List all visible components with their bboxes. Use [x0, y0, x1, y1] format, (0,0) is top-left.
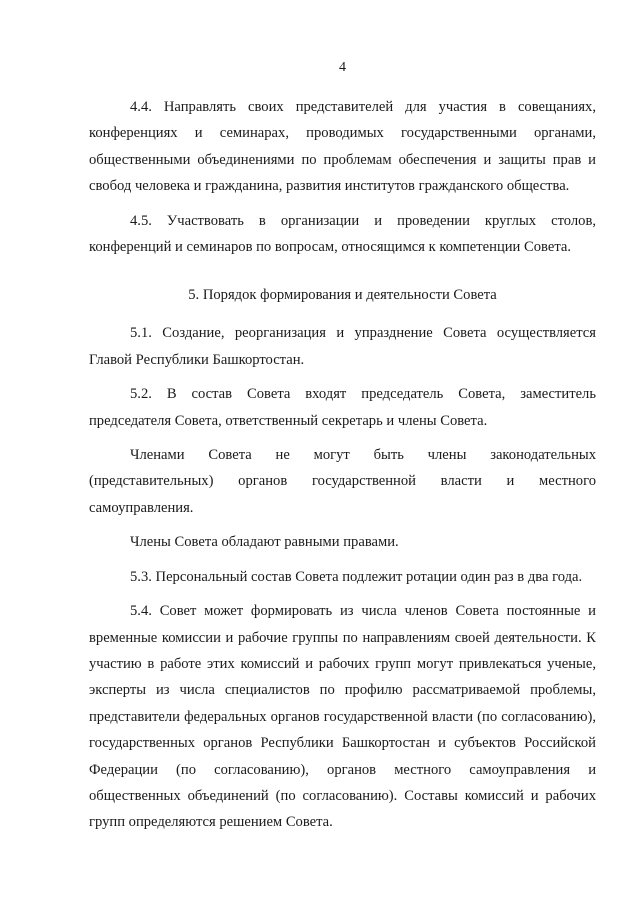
- paragraph-members-restriction: Членами Совета не могут быть члены законодательных (представительных) органов государственной власти и местного самоуправления.: [89, 447, 596, 516]
- paragraph-5-4: 5.4. Совет может формировать из числа членов Совета постоянные и временные комиссии и рабочие группы по направлениям своей деятельности. К участию в работе этих комиссий и рабочих групп могут привлекаться ученые, эксперты из числа специалистов по профилю рассматриваемой проблемы, представители федеральных органов государственной власти (по согласованию), государственных органов Республики Башкортостан и субъектов Российской Федерации (по согласованию), органов местного самоуправления и общественных объединений (по согласованию). Составы комиссий и рабочих групп определяются решением Совета.: [89, 603, 596, 831]
- paragraph-4-4: 4.4. Направлять своих представителей для участия в совещаниях, конференциях и семинарах, проводимых государственными органами, общественными объединениями по проблемам обеспечения и защиты прав и свобод человека и гражданина, развития институтов гражданского общества.: [89, 99, 596, 195]
- paragraph-equal-rights: Члены Совета обладают равными правами.: [130, 534, 399, 551]
- section-heading: 5. Порядок формирования и деятельности Совета: [188, 287, 497, 304]
- page-number: 4: [339, 60, 346, 75]
- paragraph-4-5: 4.5. Участвовать в организации и проведении круглых столов, конференций и семинаров по вопросам, относящимся к компетенции Совета.: [89, 212, 596, 256]
- paragraph-5-2: 5.2. В состав Совета входят председатель Совета, заместитель председателя Совета, ответственный секретарь и члены Совета.: [89, 386, 596, 429]
- paragraph-5-3: 5.3. Персональный состав Совета подлежит ротации один раз в два года.: [130, 568, 583, 585]
- paragraph-5-1: 5.1. Создание, реорганизация и упразднение Совета осуществляется Главой Республики Башкортостан.: [89, 325, 596, 368]
